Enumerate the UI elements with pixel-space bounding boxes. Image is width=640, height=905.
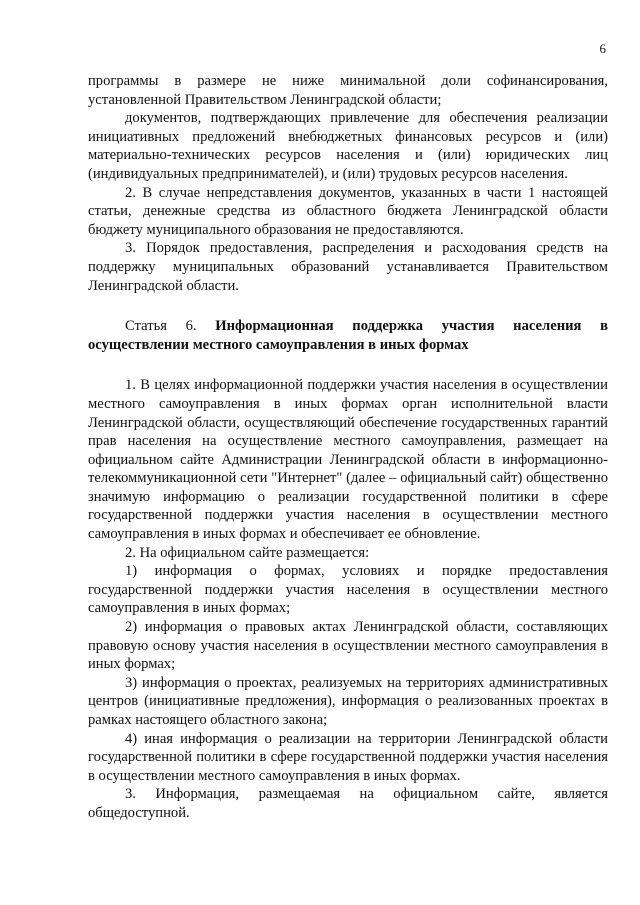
- list-item-2: 2) информация о правовых актах Ленинградской области, составляющих правовую основу участия населения в осуществлении местного самоуправления в иных формах;: [88, 619, 608, 673]
- paragraph-documents: документов, подтверждающих привлечение для обеспечения реализации инициативных предложений внебюджетных финансовых ресурсов и (или) материально-технических ресурсов населения и (или) юридических лиц (индивидуальных предпринимателей), и (или) трудовых ресурсов населения.: [88, 110, 608, 182]
- article-heading: [88, 317, 608, 354]
- paragraph-continuation: программы в размере не ниже минимальной доли софинансирования, установленной Правительством Ленинградской области;: [88, 73, 608, 108]
- spacer: [88, 354, 608, 376]
- list-item-3: 3) информация о проектах, реализуемых на территориях административных центров (инициативные предложения), информация о реализованных проектах в рамках настоящего областного закона;: [88, 674, 608, 728]
- paragraph-part-3: 3. Порядок предоставления, распределения и расходования средств на поддержку муниципальных образований устанавливается Правительством Ленинградской области.: [88, 240, 608, 294]
- document-body: [88, 72, 608, 823]
- page-number: 6: [599, 41, 606, 56]
- article-title: Информационная поддержка участия населения в осуществлении местного самоуправления в иных формах: [88, 318, 608, 353]
- article-label: Статья 6.: [125, 318, 197, 335]
- spacer: [88, 295, 608, 317]
- list-item-1: 1) информация о формах, условиях и порядке предоставления государственной поддержки участия населения в осуществлении местного самоуправления в иных формах;: [88, 563, 608, 617]
- article-paragraph-2: 2. На официальном сайте размещается:: [125, 544, 370, 561]
- paragraph-part-2: 2. В случае непредставления документов, указанных в части 1 настоящей статьи, денежные средства из областного бюджета Ленинградской области бюджету муниципального образования не предоставляются.: [88, 184, 608, 238]
- article-paragraph-3: 3. Информация, размещаемая на официальном сайте, является общедоступной.: [88, 786, 608, 821]
- article-paragraph-1: 1. В целях информационной поддержки участия населения в осуществлении местного самоуправления в иных формах орган исполнительной власти Ленинградской области, осуществляющий обеспечение государственных гарантий прав населения на осуществление местного самоуправления, размещает на официальном сайте Администрации Ленинградской области в информационно-телекоммуникационной сети "Интернет" (далее – официальный сайт) общественно значимую информацию о реализации государственной политики в сфере государственной поддержки участия населения в осуществлении местного самоуправления в иных формах и обеспечивает ее обновление.: [88, 377, 608, 543]
- list-item-4: 4) иная информация о реализации на территории Ленинградской области государственной политики в сфере государственной поддержки участия населения в осуществлении местного самоуправления в иных формах.: [88, 730, 608, 784]
